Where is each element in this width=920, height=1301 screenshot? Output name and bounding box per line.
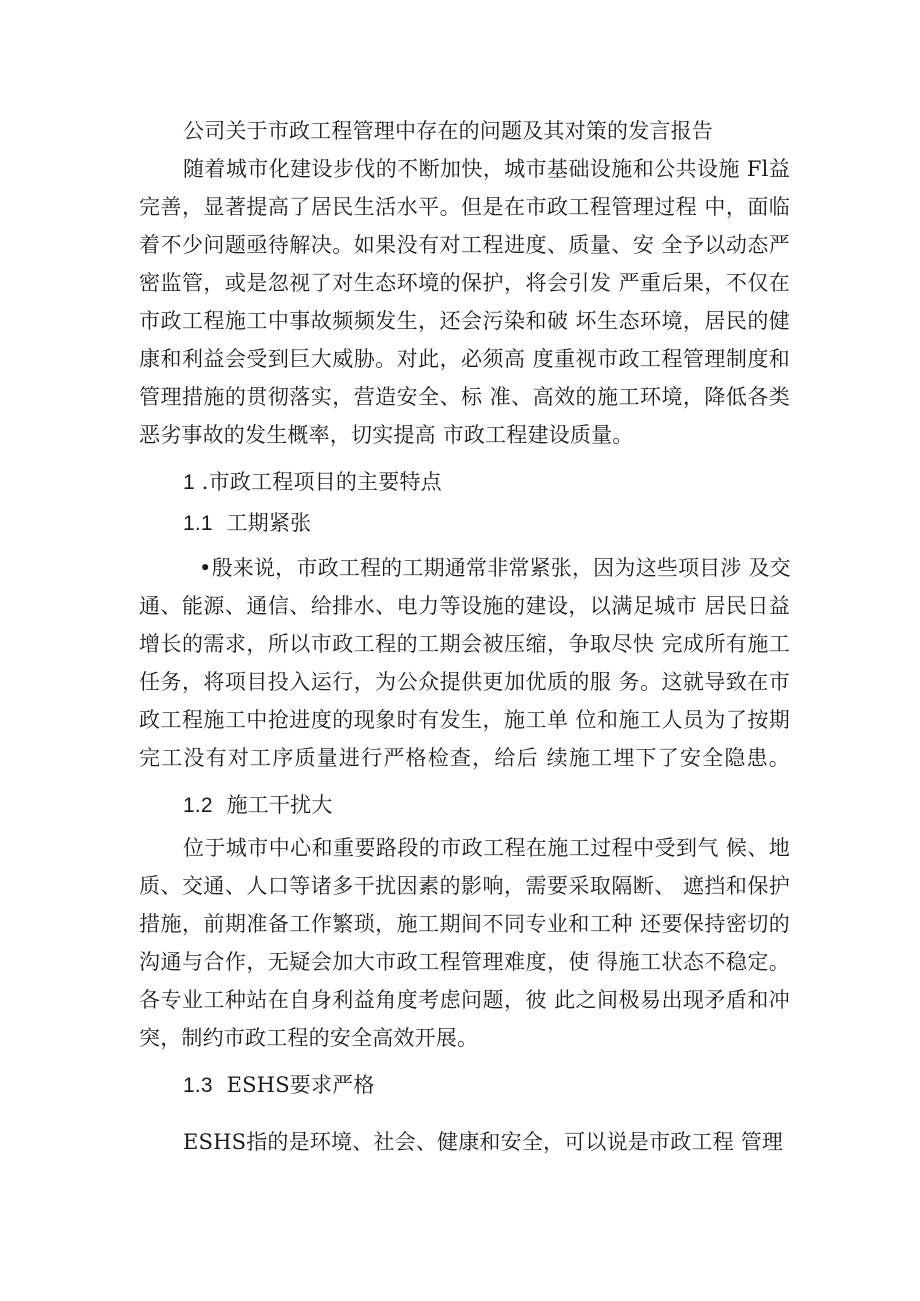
body-line: 措施，前期准备工作繁琐，施工期间不同专业和工种 还要保持密切的: [139, 912, 790, 936]
body-line: 增长的需求，所以市政工程的工期会被压缩，争取尽快 完成所有施工: [139, 632, 790, 656]
body-line: 政工程施工中抢进度的现象时有发生，施工单 位和施工人员为了按期: [139, 708, 790, 732]
section-1-3-heading: [183, 1071, 375, 1100]
section-1-2-heading: [183, 791, 333, 820]
section-number: 1.1: [183, 512, 213, 535]
intro-line: 完善，显著提高了居民生活水平。但是在市政工程管理过程 中，面临: [139, 195, 790, 219]
body-line: •殷来说，市政工程的工期通常非常紧张，因为这些项目涉 及交: [199, 556, 791, 580]
body-line: 沟通与合作，无疑会加大市政工程管理难度，使 得施工状态不稳定。: [139, 950, 790, 974]
body-line: 任务，将项目投入运行，为公众提供更加优质的服 务。这就导致在市: [139, 670, 790, 694]
intro-line: 随着城市化建设步伐的不断加快，城市基础设施和公共设施 Fl益: [183, 157, 790, 181]
intro-line: 恶劣事故的发生概率，切实提高 市政工程建设质量。: [139, 423, 634, 447]
body-line: 各专业工种站在自身利益角度考虑问题，彼 此之间极易出现矛盾和冲: [139, 988, 790, 1012]
body-line: 通、能源、通信、给排水、电力等设施的建设，以满足城市 居民日益: [139, 594, 790, 618]
section-1-heading: [183, 468, 442, 497]
body-line: 突，制约市政工程的安全高效开展。: [139, 1026, 479, 1050]
section-1-1-heading: [183, 509, 311, 538]
section-title: 工期紧张: [226, 511, 312, 535]
document-title: 公司关于市政工程管理中存在的问题及其对策的发言报告: [183, 119, 713, 143]
intro-line: 密监管，或是忽视了对生态环境的保护，将会引发 严重后果，不仅在: [139, 271, 790, 295]
section-number: 1: [183, 471, 195, 494]
body-line: 位于城市中心和重要路段的市政工程在施工过程中受到气 候、地: [183, 836, 790, 860]
section-title: ESHS要求严格: [226, 1073, 375, 1097]
section-title: 施工干扰大: [226, 793, 333, 817]
body-line: ESHS指的是环境、社会、健康和安全，可以说是市政工程 管理: [183, 1130, 784, 1154]
intro-line: 着不少问题亟待解决。如果没有对工程进度、质量、安 全予以动态严: [139, 233, 790, 257]
intro-line: 管理措施的贯彻落实，营造安全、标 准、高效的施工环境，降低各类: [139, 385, 790, 409]
intro-line: 市政工程施工中事故频频发生，还会污染和破 坏生态环境，居民的健: [139, 309, 790, 333]
section-number: 1.2: [183, 794, 213, 817]
body-line: 质、交通、人口等诸多干扰因素的影响，需要采取隔断、 遮挡和保护: [139, 874, 790, 898]
intro-line: 康和利益会受到巨大威胁。对此，必须高 度重视市政工程管理制度和: [139, 347, 790, 371]
section-title: .市政工程项目的主要特点: [201, 470, 442, 494]
section-number: 1.3: [183, 1074, 213, 1097]
body-line: 完工没有对工序质量进行严格检查，给后 续施工埋下了安全隐患。: [139, 746, 790, 770]
